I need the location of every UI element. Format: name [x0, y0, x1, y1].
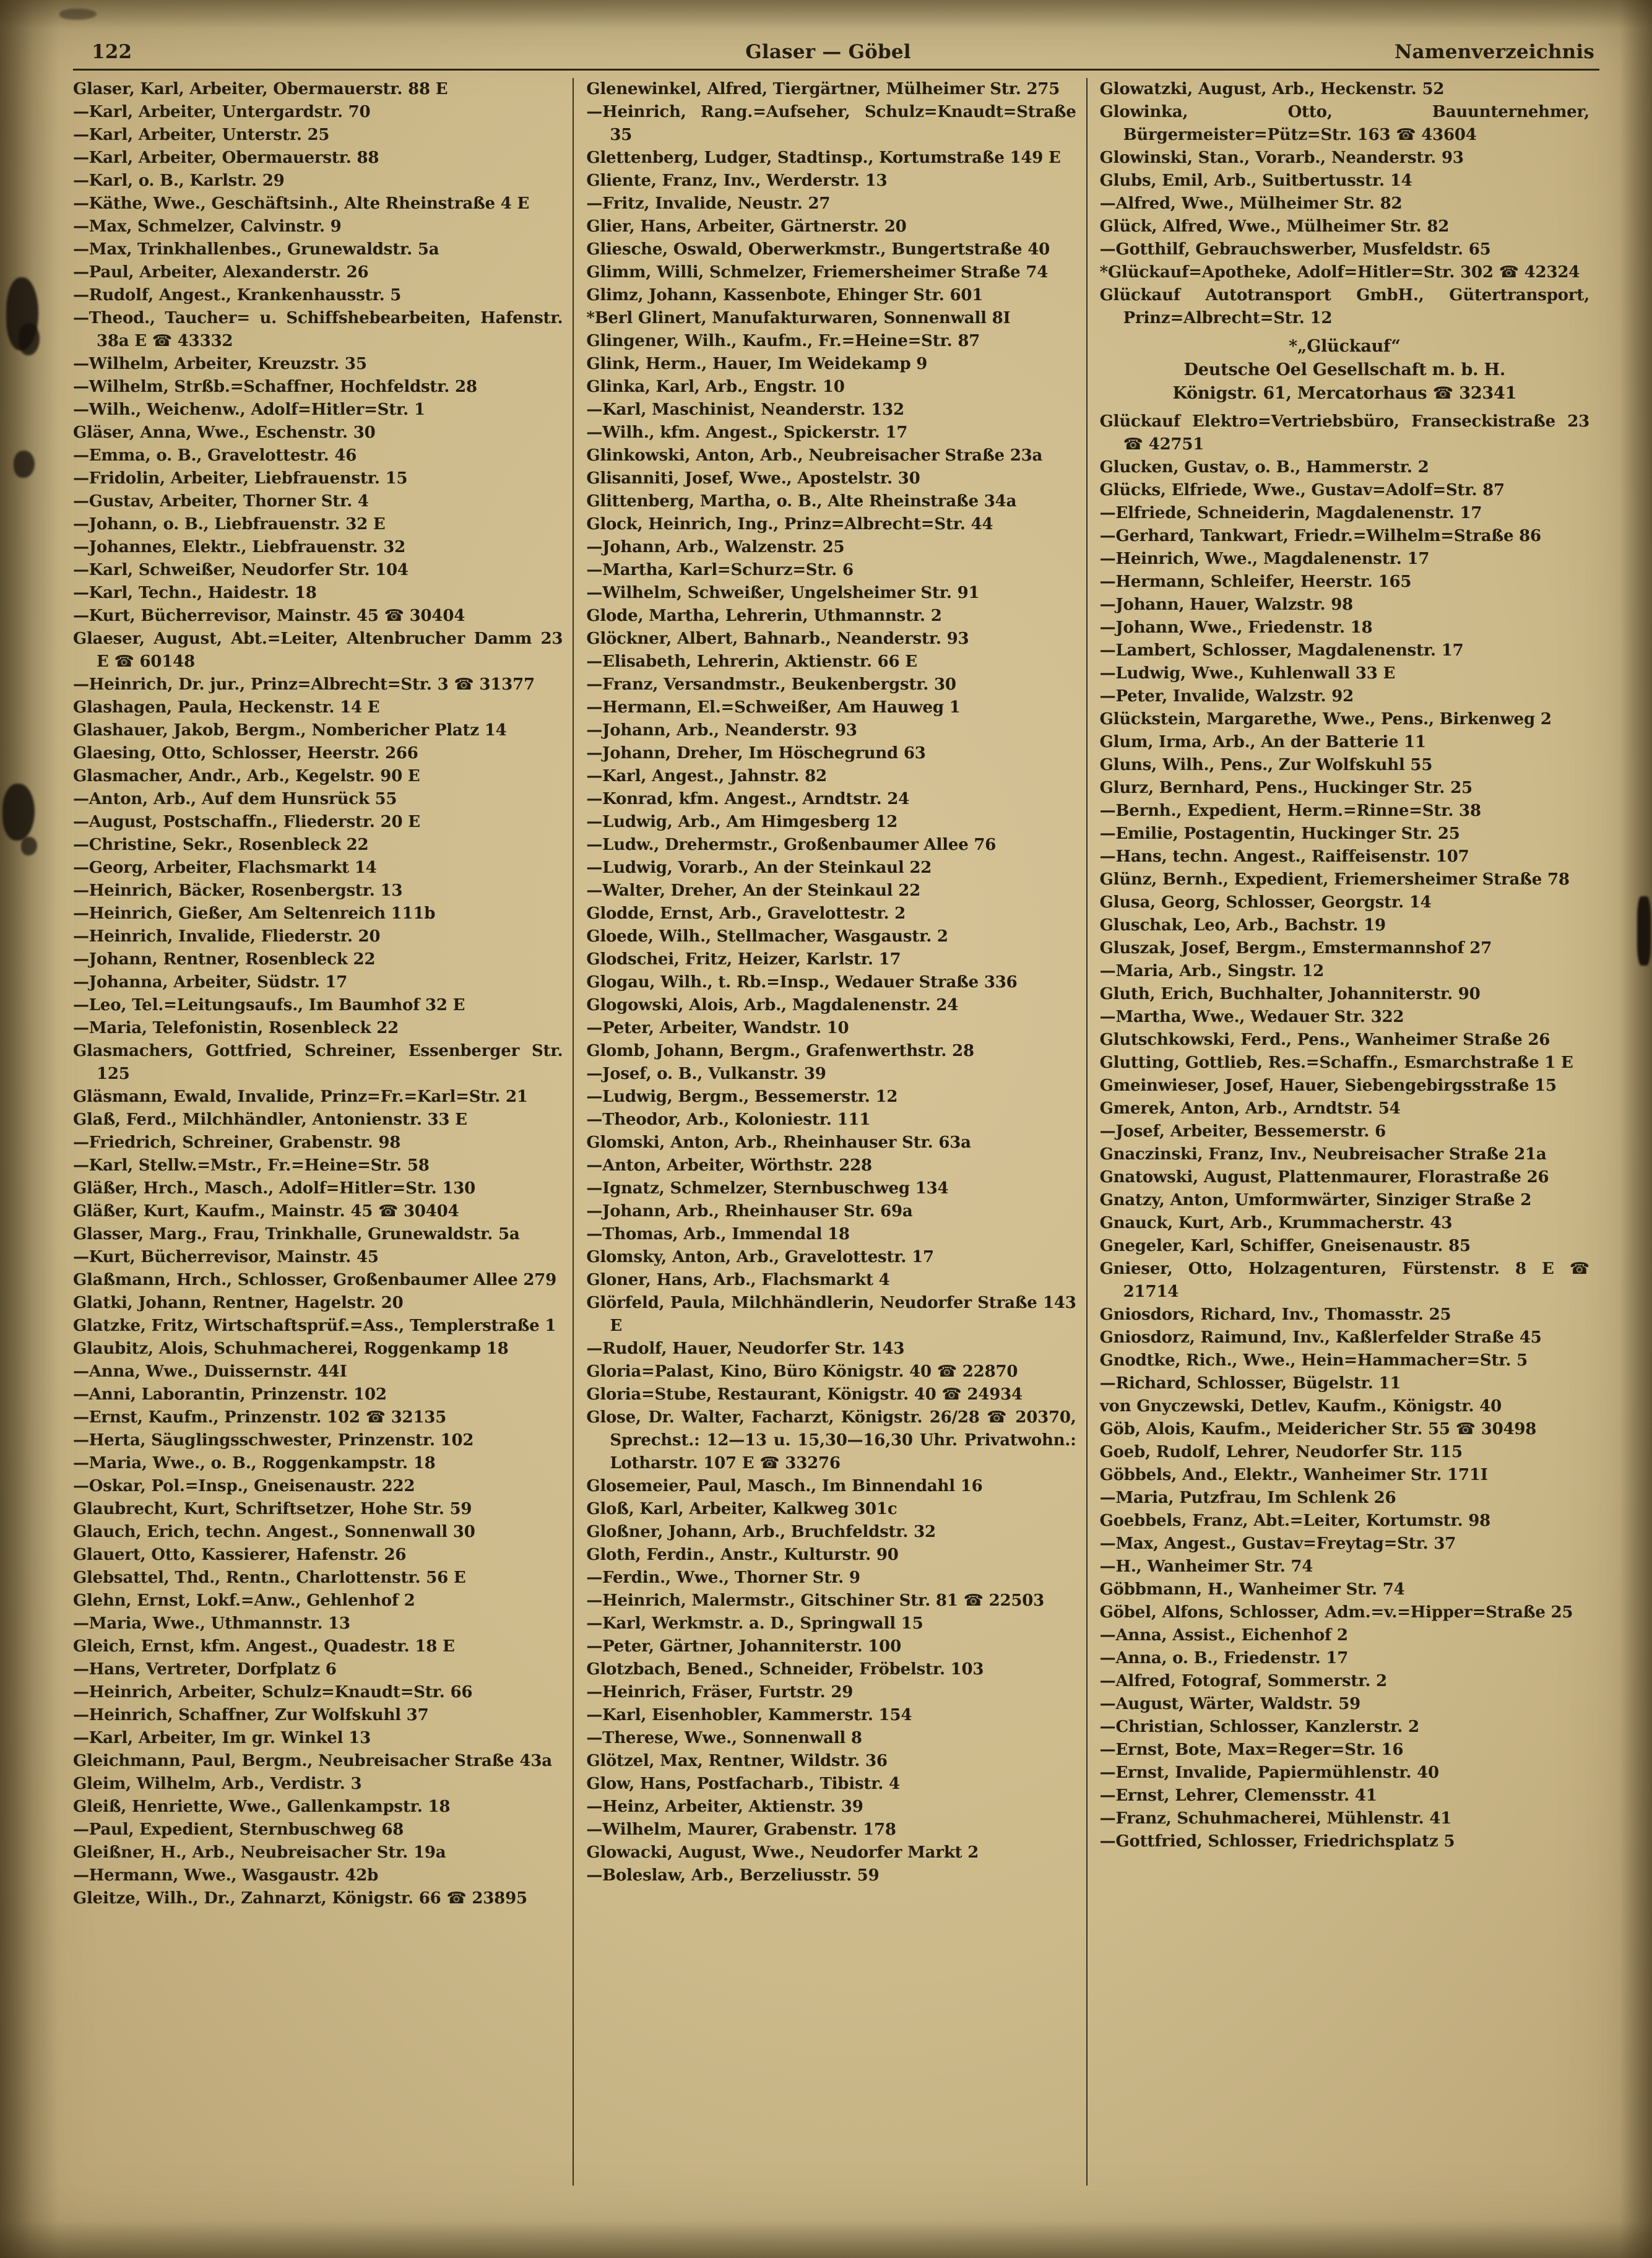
page-header	[73, 41, 1599, 71]
directory-entry: —Christian, Schlosser, Kanzlerstr. 2	[1099, 1718, 1419, 1736]
directory-entry: Glünz, Bernh., Expedient, Friemersheimer Straße 78	[1099, 870, 1570, 889]
directory-entry: —Maria, Telefonistin, Rosenbleck 22	[73, 1019, 399, 1037]
directory-entry-bold-line: *„Glückauf“	[1288, 337, 1401, 356]
page-edge-shadow-right	[1620, 0, 1652, 2258]
page-edge-shadow-bottom	[0, 2221, 1652, 2258]
directory-entry: —Heinrich, Invalide, Fliederstr. 20	[73, 927, 381, 946]
directory-entry: Gleiß, Henriette, Wwe., Gallenkampstr. 18	[73, 1797, 451, 1816]
directory-entry: —Christine, Sekr., Rosenbleck 22	[73, 836, 369, 854]
directory-entry: —Maria, Arb., Singstr. 12	[1099, 962, 1324, 980]
directory-entry: —Wilh., Weichenw., Adolf=Hitler=Str. 1	[73, 400, 425, 419]
directory-entry: Goeb, Rudolf, Lehrer, Neudorfer Str. 115	[1099, 1443, 1463, 1461]
directory-entry: —Josef, o. B., Vulkanstr. 39	[586, 1065, 826, 1083]
directory-entry: —Leo, Tel.=Leitungsaufs., Im Baumhof 32 E	[73, 996, 465, 1014]
directory-entry: Glatzke, Fritz, Wirtschaftsprüf.=Ass., Templerstraße 1	[73, 1317, 556, 1335]
directory-entry: —Maria, Putzfrau, Im Schlenk 26	[1099, 1489, 1396, 1507]
directory-entry: Gluns, Wilh., Pens., Zur Wolfskuhl 55	[1099, 756, 1433, 774]
directory-entry: Gluth, Erich, Buchhalter, Johanniterstr. 90	[1099, 985, 1481, 1003]
directory-entry: —Anni, Laborantin, Prinzenstr. 102	[73, 1385, 387, 1404]
directory-entry: —Josef, Arbeiter, Bessemerstr. 6	[1099, 1122, 1386, 1141]
directory-entry: —Therese, Wwe., Sonnenwall 8	[586, 1729, 862, 1747]
directory-entry-bold	[1100, 335, 1589, 405]
directory-entry: Glum, Irma, Arb., An der Batterie 11	[1099, 733, 1426, 751]
directory-entry: —Peter, Arbeiter, Wandstr. 10	[586, 1019, 849, 1037]
directory-entry: —Paul, Expedient, Sternbuschweg 68	[73, 1820, 404, 1839]
directory-entry: Göbbels, And., Elektr., Wanheimer Str. 171I	[1099, 1466, 1488, 1484]
directory-columns	[73, 78, 1599, 2186]
directory-entry: Glosemeier, Paul, Masch., Im Binnendahl 16	[586, 1477, 983, 1495]
directory-entry: —Bernh., Expedient, Herm.=Rinne=Str. 38	[1099, 802, 1481, 820]
directory-entry: —Friedrich, Schreiner, Grabenstr. 98	[73, 1133, 401, 1152]
directory-entry: Glatki, Johann, Rentner, Hagelstr. 20	[73, 1294, 404, 1312]
page-title: Glaser — Göbel	[745, 41, 911, 63]
directory-entry: Glaesing, Otto, Schlosser, Heerstr. 266	[73, 744, 418, 763]
directory-entry: Gloner, Hans, Arb., Flachsmarkt 4	[586, 1271, 890, 1289]
directory-entry: —Karl, Arbeiter, Untergardstr. 70	[73, 103, 371, 121]
directory-entry: —Ferdin., Wwe., Thorner Str. 9	[586, 1568, 860, 1587]
directory-entry: —Ludw., Drehermstr., Großenbaumer Allee 76	[586, 836, 997, 854]
directory-entry: —Paul, Arbeiter, Alexanderstr. 26	[73, 263, 369, 282]
directory-entry: *Glückauf=Apotheke, Adolf=Hitler=Str. 302 ☎ 42324	[1099, 263, 1580, 282]
directory-entry: Glose, Dr. Walter, Facharzt, Königstr. 26/28 ☎ 20370, Sprechst.: 12—13 u. 15,30—16,30 Uhr. Privatwohn.: Lotharstr. 107 E ☎ 33276	[586, 1408, 1076, 1473]
directory-entry: Glashagen, Paula, Heckenstr. 14 E	[73, 698, 380, 717]
directory-entry: Gnegeler, Karl, Schiffer, Gneisenaustr. 85	[1099, 1237, 1471, 1255]
directory-entry: —August, Wärter, Waldstr. 59	[1099, 1695, 1360, 1713]
directory-entry: *Berl Glinert, Manufakturwaren, Sonnenwall 8I	[586, 309, 1011, 327]
directory-entry: —Käthe, Wwe., Geschäftsinh., Alte Rheinstraße 4 E	[73, 194, 530, 213]
directory-entry: Gluschak, Leo, Arb., Bachstr. 19	[1099, 916, 1386, 935]
directory-entry: Glückauf Elektro=Vertriebsbüro, Franseckistraße 23 ☎ 42751	[1099, 412, 1589, 454]
directory-entry: —Anna, Wwe., Duissernstr. 44I	[73, 1362, 347, 1381]
directory-entry: —Georg, Arbeiter, Flachsmarkt 14	[73, 859, 377, 877]
directory-entry: —Wilhelm, Arbeiter, Kreuzstr. 35	[73, 355, 367, 373]
directory-entry: —Hermann, Schleifer, Heerstr. 165	[1099, 573, 1412, 591]
directory-entry: —Kurt, Bücherrevisor, Mainstr. 45	[73, 1248, 379, 1266]
directory-entry: Glaßmann, Hrch., Schlosser, Großenbaumer Allee 279	[73, 1271, 557, 1289]
directory-entry: Gnaczinski, Franz, Inv., Neubreisacher Straße 21a	[1099, 1145, 1547, 1164]
directory-entry: Gleim, Wilhelm, Arb., Verdistr. 3	[73, 1775, 362, 1793]
directory-entry: —Heinrich, Gießer, Am Seltenreich 111b	[73, 904, 436, 923]
directory-entry: —Ernst, Invalide, Papiermühlenstr. 40	[1099, 1763, 1439, 1782]
directory-entry: —Johann, Arb., Neanderstr. 93	[586, 721, 857, 740]
directory-entry: —Elisabeth, Lehrerin, Aktienstr. 66 E	[586, 652, 917, 671]
section-label: Namenverzeichnis	[1394, 41, 1594, 63]
directory-entry: —Ernst, Lehrer, Clemensstr. 41	[1099, 1786, 1377, 1805]
directory-entry: Gläßer, Kurt, Kaufm., Mainstr. 45 ☎ 30404	[73, 1202, 459, 1221]
directory-entry: Gnatzy, Anton, Umformwärter, Sinziger Straße 2	[1099, 1191, 1532, 1209]
directory-entry: —Theod., Taucher= u. Schiffshebearbeiten, Hafenstr. 38a E ☎ 43332	[73, 309, 563, 350]
directory-entry: —Richard, Schlosser, Bügelstr. 11	[1099, 1374, 1401, 1393]
directory-entry: Glinkowski, Anton, Arb., Neubreisacher Straße 23a	[586, 446, 1043, 465]
directory-entry: Glisanniti, Josef, Wwe., Apostelstr. 30	[586, 469, 920, 488]
directory-entry: Glomb, Johann, Bergm., Grafenwerthstr. 28	[586, 1042, 974, 1060]
directory-entry: Gloßner, Johann, Arb., Bruchfeldstr. 32	[586, 1523, 936, 1541]
directory-entry: Glenewinkel, Alfred, Tiergärtner, Mülheimer Str. 275	[586, 80, 1060, 98]
directory-entry: Göb, Alois, Kaufm., Meidericher Str. 55 ☎ 30498	[1099, 1420, 1537, 1438]
directory-entry: —Karl, Arbeiter, Obermauerstr. 88	[73, 149, 379, 167]
directory-entry: Göbbmann, H., Wanheimer Str. 74	[1099, 1580, 1405, 1599]
directory-entry: —Konrad, kfm. Angest., Arndtstr. 24	[586, 790, 910, 808]
directory-entry: —Walter, Dreher, An der Steinkaul 22	[586, 881, 920, 900]
directory-entry: —Peter, Invalide, Walzstr. 92	[1099, 687, 1354, 706]
directory-entry: Glock, Heinrich, Ing., Prinz=Albrecht=Str. 44	[586, 515, 993, 534]
directory-entry: Glimm, Willi, Schmelzer, Friemersheimer Straße 74	[586, 263, 1049, 282]
directory-entry: Gmerek, Anton, Arb., Arndtstr. 54	[1099, 1099, 1401, 1118]
directory-entry: Glow, Hans, Postfacharb., Tibistr. 4	[586, 1775, 900, 1793]
directory-entry: —Heinrich, Fräser, Furtstr. 29	[586, 1683, 854, 1702]
directory-entry: —Boleslaw, Arb., Berzeliusstr. 59	[586, 1866, 880, 1885]
directory-entry: —Herta, Säuglingsschwester, Prinzenstr. 102	[73, 1431, 474, 1450]
directory-entry: —Heinrich, Schaffner, Zur Wolfskuhl 37	[73, 1706, 429, 1724]
directory-entry: —Max, Angest., Gustav=Freytag=Str. 37	[1099, 1534, 1456, 1553]
directory-entry: Gloede, Wilh., Stellmacher, Wasgaustr. 2	[586, 927, 948, 946]
directory-entry: —Wilh., kfm. Angest., Spickerstr. 17	[586, 423, 908, 442]
directory-entry: Glogau, Wilh., t. Rb.=Insp., Wedauer Straße 336	[586, 973, 1018, 992]
directory-entry: Glettenberg, Ludger, Stadtinsp., Kortumstraße 149 E	[586, 149, 1061, 167]
directory-entry: —Ernst, Bote, Max=Reger=Str. 16	[1099, 1741, 1404, 1759]
directory-entry: Glashauer, Jakob, Bergm., Nombericher Platz 14	[73, 721, 507, 740]
directory-entry: —Hans, Vertreter, Dorfplatz 6	[73, 1660, 337, 1679]
directory-entry: —Franz, Versandmstr., Beukenbergstr. 30	[586, 675, 956, 694]
directory-entry: von Gnyczewski, Detlev, Kaufm., Königstr. 40	[1099, 1397, 1502, 1416]
directory-entry: —Karl, Angest., Jahnstr. 82	[586, 767, 827, 785]
directory-entry: —Johann, Wwe., Friedenstr. 18	[1099, 618, 1373, 637]
directory-entry: —Anna, Assist., Eichenhof 2	[1099, 1626, 1348, 1645]
directory-entry: Gnieser, Otto, Holzagenturen, Fürstenstr. 8 E ☎ 21714	[1099, 1260, 1589, 1301]
directory-entry: —Martha, Karl=Schurz=Str. 6	[586, 561, 854, 579]
directory-entry: Glebsattel, Thd., Rentn., Charlottenstr. 56 E	[73, 1568, 466, 1587]
directory-entry: Glasser, Marg., Frau, Trinkhalle, Grunewaldstr. 5a	[73, 1225, 520, 1244]
directory-entry: —Max, Trinkhallenbes., Grunewaldstr. 5a	[73, 240, 439, 259]
directory-entry: —Ludwig, Bergm., Bessemerstr. 12	[586, 1088, 898, 1106]
directory-entry: Gliesche, Oswald, Oberwerkmstr., Bungertstraße 40	[586, 240, 1050, 259]
directory-entry: Glubs, Emil, Arb., Suitbertusstr. 14	[1099, 171, 1412, 190]
directory-column-3	[1086, 78, 1599, 2186]
directory-entry: —Wilhelm, Strßb.=Schaffner, Hochfeldstr. 28	[73, 378, 477, 396]
directory-entry: Gluszak, Josef, Bergm., Emstermannshof 27	[1099, 939, 1492, 958]
directory-entry: Gniosdors, Richard, Inv., Thomasstr. 25	[1099, 1305, 1451, 1324]
directory-entry: Glückauf Autotransport GmbH., Gütertransport, Prinz=Albrecht=Str. 12	[1099, 286, 1589, 327]
directory-entry: Glodschei, Fritz, Heizer, Karlstr. 17	[586, 950, 901, 969]
directory-entry: —Wilhelm, Schweißer, Ungelsheimer Str. 91	[586, 584, 980, 602]
directory-entry: Glinka, Karl, Arb., Engstr. 10	[586, 378, 845, 396]
directory-entry: Gliente, Franz, Inv., Werderstr. 13	[586, 171, 888, 190]
directory-entry: —Kurt, Bücherrevisor, Mainstr. 45 ☎ 30404	[73, 607, 465, 625]
directory-entry: —Karl, Techn., Haidestr. 18	[73, 584, 317, 602]
directory-entry: —Johann, Hauer, Walzstr. 98	[1099, 595, 1353, 614]
directory-entry: —Karl, Werkmstr. a. D., Springwall 15	[586, 1614, 923, 1633]
directory-entry: Glaser, Karl, Arbeiter, Obermauerstr. 88 E	[73, 80, 448, 98]
directory-entry: Glingener, Wilh., Kaufm., Fr.=Heine=Str. 87	[586, 332, 980, 350]
directory-entry: —Johann, Arb., Rheinhauser Str. 69a	[586, 1202, 913, 1221]
directory-entry: Gleißner, H., Arb., Neubreisacher Str. 19a	[73, 1843, 446, 1862]
page-content	[73, 41, 1599, 2186]
directory-entry: Glückstein, Margarethe, Wwe., Pens., Birkenweg 2	[1099, 710, 1552, 729]
page-number: 122	[92, 41, 132, 63]
directory-entry-bold-line: Deutsche Oel Gesellschaft m. b. H.	[1183, 360, 1506, 379]
directory-entry: Glurz, Bernhard, Pens., Huckinger Str. 25	[1099, 779, 1473, 797]
directory-entry: Glucken, Gustav, o. B., Hammerstr. 2	[1099, 458, 1429, 477]
directory-entry: Glowinka, Otto, Bauunternehmer, Bürgermeister=Pütz=Str. 163 ☎ 43604	[1099, 103, 1589, 144]
directory-entry: —Johann, Arb., Walzenstr. 25	[586, 538, 845, 556]
directory-entry: —Rudolf, Hauer, Neudorfer Str. 143	[586, 1339, 905, 1358]
directory-entry: —Hermann, El.=Schweißer, Am Hauweg 1	[586, 698, 961, 717]
directory-entry: Glehn, Ernst, Lokf.=Anw., Gehlenhof 2	[73, 1591, 415, 1610]
directory-entry: Gleichmann, Paul, Bergm., Neubreisacher Straße 43a	[73, 1752, 552, 1770]
directory-entry: Glode, Martha, Lehrerin, Uthmannstr. 2	[586, 607, 942, 625]
page-edge-shadow-top	[0, 0, 1652, 28]
directory-entry: Glowatzki, August, Arb., Heckenstr. 52	[1099, 80, 1445, 98]
directory-entry: —Maria, Wwe., Uthmannstr. 13	[73, 1614, 350, 1633]
directory-entry: —Heinrich, Arbeiter, Schulz=Knaudt=Str. 66	[73, 1683, 473, 1702]
directory-entry: Glittenberg, Martha, o. B., Alte Rheinstraße 34a	[586, 492, 1017, 511]
directory-entry: —Lambert, Schlosser, Magdalenenstr. 17	[1099, 641, 1464, 660]
directory-entry: —Karl, o. B., Karlstr. 29	[73, 171, 285, 190]
directory-entry: —Max, Schmelzer, Calvinstr. 9	[73, 217, 342, 236]
directory-entry: —Ernst, Kaufm., Prinzenstr. 102 ☎ 32135	[73, 1408, 447, 1427]
directory-entry: —Karl, Eisenhobler, Kammerstr. 154	[586, 1706, 912, 1724]
directory-entry: Gnatowski, August, Plattenmaurer, Florastraße 26	[1099, 1168, 1549, 1187]
directory-entry: Glötzel, Max, Rentner, Wildstr. 36	[586, 1752, 888, 1770]
directory-entry: —Fritz, Invalide, Neustr. 27	[586, 194, 831, 213]
directory-entry: —Alfred, Wwe., Mülheimer Str. 82	[1099, 194, 1403, 213]
directory-entry: Gloth, Ferdin., Anstr., Kulturstr. 90	[586, 1546, 899, 1564]
directory-entry: —Anton, Arb., Auf dem Hunsrück 55	[73, 790, 397, 808]
directory-entry: Glasmachers, Gottfried, Schreiner, Essenberger Str. 125	[73, 1042, 563, 1083]
directory-entry: —Heinrich, Rang.=Aufseher, Schulz=Knaudt=Straße 35	[586, 103, 1076, 144]
directory-entry: Glink, Herm., Hauer, Im Weidekamp 9	[586, 355, 928, 373]
directory-entry: —Fridolin, Arbeiter, Liebfrauenstr. 15	[73, 469, 408, 488]
directory-entry: —Emilie, Postagentin, Huckinger Str. 25	[1099, 824, 1460, 843]
directory-entry: Glusa, Georg, Schlosser, Georgstr. 14	[1099, 893, 1432, 912]
directory-entry: —Maria, Wwe., o. B., Roggenkampstr. 18	[73, 1454, 436, 1473]
directory-entry-bold-line: Königstr. 61, Mercatorhaus ☎ 32341	[1172, 384, 1517, 403]
directory-entry: Gloria=Stube, Restaurant, Königstr. 40 ☎ 24934	[586, 1385, 1023, 1404]
directory-entry: Glasmacher, Andr., Arb., Kegelstr. 90 E	[73, 767, 420, 785]
directory-entry: —Emma, o. B., Gravelottestr. 46	[73, 446, 357, 465]
directory-entry: —Karl, Arbeiter, Unterstr. 25	[73, 126, 330, 144]
directory-entry: —Heinrich, Bäcker, Rosenbergstr. 13	[73, 881, 403, 900]
directory-entry: —Anton, Arbeiter, Wörthstr. 228	[586, 1156, 872, 1175]
directory-entry: Gniosdorz, Raimund, Inv., Kaßlerfelder Straße 45	[1099, 1328, 1542, 1347]
directory-entry: —Heinrich, Dr. jur., Prinz=Albrecht=Str. 3 ☎ 31377	[73, 675, 535, 694]
directory-entry: Glogowski, Alois, Arb., Magdalenenstr. 24	[586, 996, 959, 1014]
directory-entry: —Rudolf, Angest., Krankenhausstr. 5	[73, 286, 402, 305]
directory-entry: Glaß, Ferd., Milchhändler, Antonienstr. 33 E	[73, 1110, 467, 1129]
directory-entry: Glier, Hans, Arbeiter, Gärtnerstr. 20	[586, 217, 907, 236]
directory-entry: —Karl, Maschinist, Neanderstr. 132	[586, 400, 904, 419]
directory-entry: Glomski, Anton, Arb., Rheinhauser Str. 63a	[586, 1133, 971, 1152]
directory-entry: —Oskar, Pol.=Insp., Gneisenaustr. 222	[73, 1477, 415, 1495]
directory-entry: Glimz, Johann, Kassenbote, Ehinger Str. 601	[586, 286, 984, 305]
directory-entry: —Martha, Wwe., Wedauer Str. 322	[1099, 1008, 1404, 1026]
directory-column-2	[573, 78, 1086, 2186]
directory-entry: Gnodtke, Rich., Wwe., Hein=Hammacher=Str. 5	[1099, 1351, 1528, 1370]
directory-entry: Glowacki, August, Wwe., Neudorfer Markt 2	[586, 1843, 979, 1862]
directory-entry: —Johann, Rentner, Rosenbleck 22	[73, 950, 376, 969]
directory-entry: —Karl, Arbeiter, Im gr. Winkel 13	[73, 1729, 371, 1747]
directory-entry: —Ignatz, Schmelzer, Sternbuschweg 134	[586, 1179, 949, 1198]
directory-entry: —Theodor, Arb., Koloniestr. 111	[586, 1110, 871, 1129]
directory-entry: Gläsmann, Ewald, Invalide, Prinz=Fr.=Karl=Str. 21	[73, 1088, 528, 1106]
directory-entry: Gloria=Palast, Kino, Büro Königstr. 40 ☎ 22870	[586, 1362, 1018, 1381]
directory-entry: —Hermann, Wwe., Wasgaustr. 42b	[73, 1866, 379, 1885]
directory-entry: Glotzbach, Bened., Schneider, Fröbelstr. 103	[586, 1660, 984, 1679]
directory-entry: Gläser, Anna, Wwe., Eschenstr. 30	[73, 423, 376, 442]
directory-entry: Gläßer, Hrch., Masch., Adolf=Hitler=Str. 130	[73, 1179, 476, 1198]
directory-entry: —Elfriede, Schneiderin, Magdalenenstr. 17	[1099, 504, 1482, 522]
directory-entry: —Karl, Schweißer, Neudorfer Str. 104	[73, 561, 409, 579]
directory-entry: Göbel, Alfons, Schlosser, Adm.=v.=Hipper=Straße 25	[1099, 1603, 1573, 1622]
directory-entry: —Hans, techn. Angest., Raiffeisenstr. 107	[1099, 847, 1469, 866]
directory-entry: —Ludwig, Vorarb., An der Steinkaul 22	[586, 859, 932, 877]
directory-entry: Glaubitz, Alois, Schuhmacherei, Roggenkamp 18	[73, 1339, 509, 1358]
directory-entry: —Johanna, Arbeiter, Südstr. 17	[73, 973, 348, 992]
directory-entry: Glutting, Gottlieb, Res.=Schaffn., Esmarchstraße 1 E	[1099, 1053, 1573, 1072]
directory-entry: —Alfred, Fotograf, Sommerstr. 2	[1099, 1672, 1387, 1690]
directory-entry: Glörfeld, Paula, Milchhändlerin, Neudorfer Straße 143 E	[586, 1294, 1076, 1335]
directory-column-1	[73, 78, 573, 2186]
directory-entry: Gmeinwieser, Josef, Hauer, Siebengebirgsstraße 15	[1099, 1076, 1557, 1095]
directory-entry: Gleitze, Wilh., Dr., Zahnarzt, Königstr. 66 ☎ 23895	[73, 1889, 527, 1908]
directory-entry: —Thomas, Arb., Immendal 18	[586, 1225, 850, 1244]
directory-entry: —H., Wanheimer Str. 74	[1099, 1557, 1313, 1576]
directory-entry: —Franz, Schuhmacherei, Mühlenstr. 41	[1099, 1809, 1452, 1828]
directory-entry: Glücks, Elfriede, Wwe., Gustav=Adolf=Str. 87	[1099, 481, 1505, 500]
directory-entry: Glauch, Erich, techn. Angest., Sonnenwall 30	[73, 1523, 475, 1541]
directory-entry: —Johann, Dreher, Im Höschegrund 63	[586, 744, 926, 763]
directory-entry: —Johannes, Elektr., Liebfrauenstr. 32	[73, 538, 406, 556]
directory-entry: —Ludwig, Wwe., Kuhlenwall 33 E	[1099, 664, 1396, 683]
directory-entry: —Wilhelm, Maurer, Grabenstr. 178	[586, 1820, 896, 1839]
directory-entry: Glodde, Ernst, Arb., Gravelottestr. 2	[586, 904, 906, 923]
directory-entry: Glaubrecht, Kurt, Schriftsetzer, Hohe Str. 59	[73, 1500, 472, 1518]
directory-entry: Gleich, Ernst, kfm. Angest., Quadestr. 18 E	[73, 1637, 455, 1656]
directory-entry: —Heinz, Arbeiter, Aktienstr. 39	[586, 1797, 863, 1816]
directory-entry: —Gerhard, Tankwart, Friedr.=Wilhelm=Straße 86	[1099, 527, 1541, 545]
directory-entry: —Gotthilf, Gebrauchswerber, Musfeldstr. 65	[1099, 240, 1491, 259]
directory-entry: Glutschkowski, Ferd., Pens., Wanheimer Straße 26	[1099, 1031, 1550, 1049]
directory-entry: —Heinrich, Wwe., Magdalenenstr. 17	[1099, 550, 1430, 568]
directory-entry: Glaeser, August, Abt.=Leiter, Altenbrucher Damm 23 E ☎ 60148	[73, 629, 563, 671]
directory-entry: Glauert, Otto, Kassierer, Hafenstr. 26	[73, 1546, 407, 1564]
directory-entry: Goebbels, Franz, Abt.=Leiter, Kortumstr. 98	[1099, 1512, 1491, 1530]
directory-entry: Gloß, Karl, Arbeiter, Kalkweg 301c	[586, 1500, 897, 1518]
directory-entry: Glück, Alfred, Wwe., Mülheimer Str. 82	[1099, 217, 1450, 236]
directory-entry: —Heinrich, Malermstr., Gitschiner Str. 81 ☎ 22503	[586, 1591, 1045, 1610]
directory-entry: —Gustav, Arbeiter, Thorner Str. 4	[73, 492, 369, 511]
directory-entry: —Anna, o. B., Friedenstr. 17	[1099, 1649, 1349, 1668]
directory-entry: —Gottfried, Schlosser, Friedrichsplatz 5	[1099, 1832, 1455, 1851]
directory-entry: Glöckner, Albert, Bahnarb., Neanderstr. 93	[586, 629, 969, 648]
ink-stain	[1637, 896, 1651, 966]
directory-entry: Gnauck, Kurt, Arb., Krummacherstr. 43	[1099, 1214, 1453, 1232]
directory-entry: —Johann, o. B., Liebfrauenstr. 32 E	[73, 515, 386, 534]
directory-entry: —Peter, Gärtner, Johanniterstr. 100	[586, 1637, 901, 1656]
directory-entry: Glomsky, Anton, Arb., Gravelottestr. 17	[586, 1248, 934, 1266]
directory-entry: Glowinski, Stan., Vorarb., Neanderstr. 93	[1099, 149, 1464, 167]
directory-entry: —August, Postschaffn., Fliederstr. 20 E	[73, 813, 420, 831]
directory-entry: —Ludwig, Arb., Am Himgesberg 12	[586, 813, 898, 831]
directory-entry: —Karl, Stellw.=Mstr., Fr.=Heine=Str. 58	[73, 1156, 430, 1175]
